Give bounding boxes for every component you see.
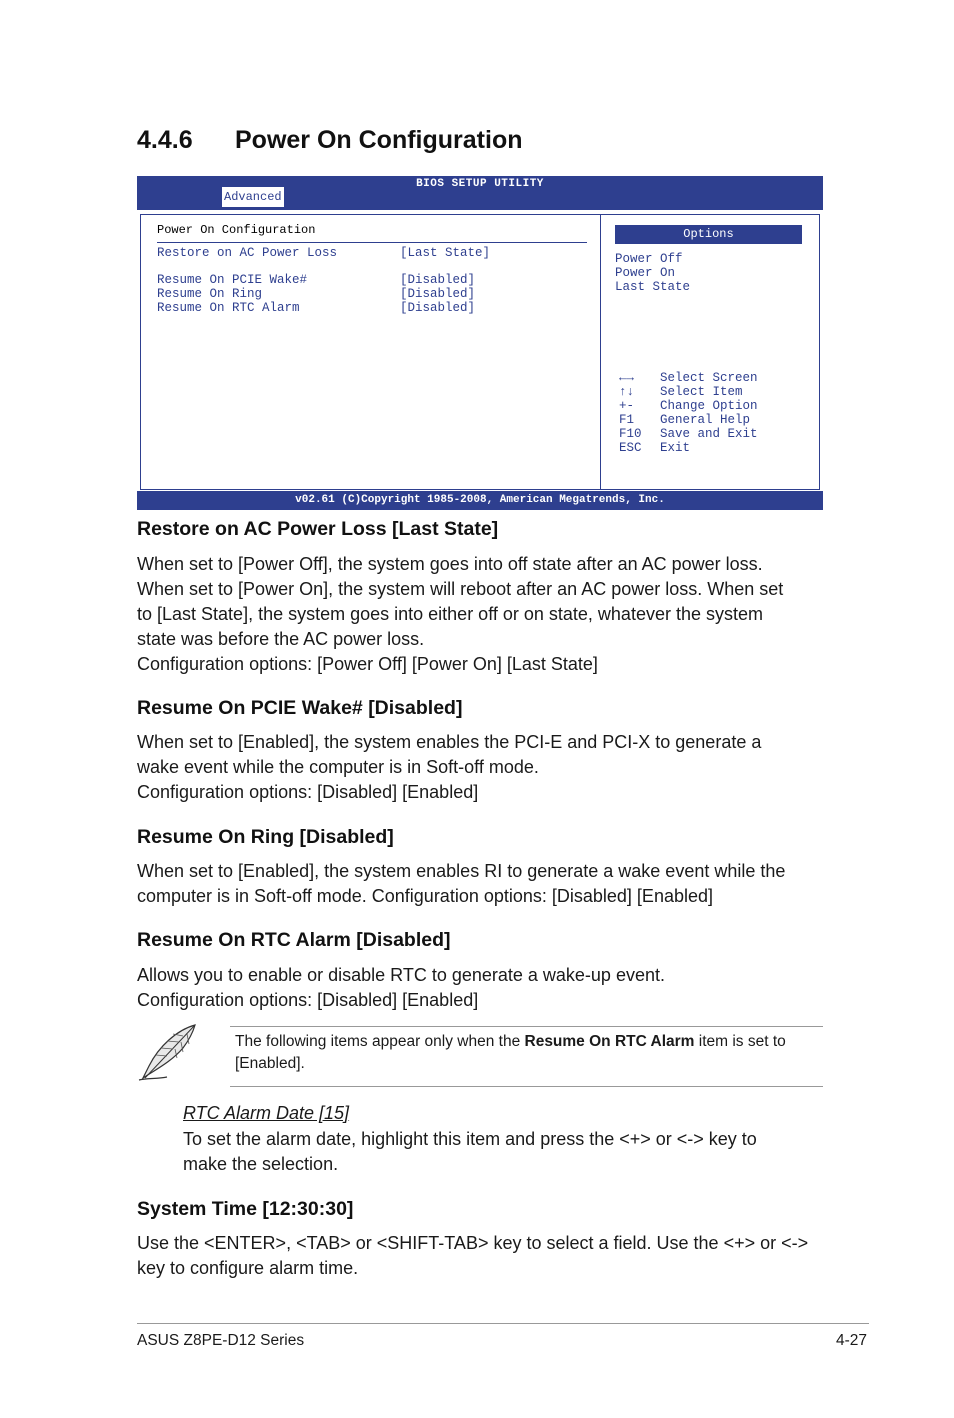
bios-item-restore-ac-power-loss[interactable] <box>157 246 587 260</box>
bios-copyright: v02.61 (C)Copyright 1985-2008, American Megatrends, Inc. <box>137 491 823 510</box>
text-line: To set the alarm date, highlight this item and press the <+> or <-> key to <box>183 1129 757 1149</box>
footer-page-number: 4-27 <box>835 1332 867 1349</box>
note-top-rule <box>230 1026 823 1027</box>
note-bottom-rule <box>230 1086 823 1087</box>
key-legend-key: ESC <box>619 441 642 455</box>
text-line: When set to [Enabled], the system enables RI to generate a wake event while the <box>137 861 786 881</box>
bios-options-heading: Options <box>615 225 802 244</box>
text-line: When set to [Power Off], the system goes into off state after an AC power loss. <box>137 554 763 574</box>
key-legend-desc: General Help <box>660 413 751 427</box>
bios-screen <box>137 176 823 510</box>
key-legend-desc: Select Screen <box>660 371 758 385</box>
paragraph-resume-ring <box>137 859 827 909</box>
bios-item-label: Resume On Ring <box>157 287 263 301</box>
heading-restore-ac-power-loss: Restore on AC Power Loss [Last State] <box>137 518 499 540</box>
bios-item-resume-rtc-alarm[interactable] <box>157 301 587 315</box>
note-prefix: The following items appear only when the <box>235 1033 525 1050</box>
key-legend-key: +- <box>619 399 635 413</box>
text-line: to [Last State], the system goes into either off or on state, whatever the system <box>137 604 763 624</box>
text-line: Configuration options: [Power Off] [Power On] [Last State] <box>137 654 598 674</box>
key-legend-row <box>619 399 805 413</box>
key-legend-row <box>619 413 805 427</box>
note-bold: Resume On RTC Alarm <box>524 1033 695 1050</box>
bios-heading-rule <box>157 242 587 243</box>
note-suffix: item is set to [Enabled]. <box>235 1033 786 1072</box>
bios-key-legend <box>619 371 805 455</box>
feather-pen-icon <box>137 1022 199 1084</box>
key-legend-desc: Change Option <box>660 399 758 413</box>
tab-advanced[interactable]: Advanced <box>222 187 284 207</box>
footer-product: ASUS Z8PE-D12 Series <box>137 1332 305 1349</box>
key-legend-row <box>619 427 805 441</box>
text-line: Configuration options: [Disabled] [Enabled] <box>137 782 479 802</box>
text-line: When set to [Power On], the system will reboot after an AC power loss. When set <box>137 579 784 599</box>
bios-header-bar <box>137 176 823 210</box>
bios-item-resume-ring[interactable] <box>157 287 587 301</box>
rtc-alarm-date-title: RTC Alarm Date [15] <box>183 1103 350 1123</box>
bios-item-value: [Disabled] <box>400 287 476 301</box>
section-title <box>137 126 523 155</box>
heading-resume-ring: Resume On Ring [Disabled] <box>137 826 394 848</box>
footer-rule <box>137 1323 869 1324</box>
arrow-up-down-icon: ↑↓ <box>619 385 635 399</box>
bios-item-label: Restore on AC Power Loss <box>157 246 338 260</box>
text-line: Use the <ENTER>, <TAB> or <SHIFT-TAB> key to select a field. Use the <+> or <-> <box>137 1233 809 1253</box>
bios-item-value: [Disabled] <box>400 301 476 315</box>
heading-resume-pcie-wake: Resume On PCIE Wake# [Disabled] <box>137 697 463 719</box>
bios-settings-panel <box>157 223 587 315</box>
arrow-left-right-icon: ←→ <box>619 371 635 385</box>
section-title-text: Power On Configuration <box>235 126 523 154</box>
text-line: wake event while the computer is in Soft-off mode. <box>137 757 539 777</box>
text-line: key to configure alarm time. <box>137 1258 359 1278</box>
heading-resume-rtc-alarm: Resume On RTC Alarm [Disabled] <box>137 929 451 951</box>
paragraph-resume-rtc-alarm <box>137 963 827 1013</box>
key-legend-row <box>619 371 805 385</box>
text-line: Configuration options: [Disabled] [Enabled] <box>137 990 479 1010</box>
section-number: 4.4.6 <box>137 126 193 154</box>
text-line: Allows you to enable or disable RTC to generate a wake-up event. <box>137 965 665 985</box>
bios-options-list <box>615 252 805 294</box>
bios-item-label: Resume On PCIE Wake# <box>157 273 308 287</box>
key-legend-row <box>619 385 805 399</box>
paragraph-restore-ac-power-loss <box>137 552 827 677</box>
bios-divider <box>600 215 601 489</box>
note-text <box>235 1031 820 1075</box>
bios-option[interactable]: Power On <box>615 266 676 280</box>
text-line: state was before the AC power loss. <box>137 629 425 649</box>
bios-frame <box>140 214 820 490</box>
key-legend-key: F1 <box>619 413 635 427</box>
bios-option[interactable]: Power Off <box>615 252 683 266</box>
rtc-alarm-date-text <box>183 1127 823 1177</box>
paragraph-resume-pcie-wake <box>137 730 827 805</box>
bios-panel-heading: Power On Configuration <box>157 223 316 237</box>
bios-item-label: Resume On RTC Alarm <box>157 301 300 315</box>
heading-system-time: System Time [12:30:30] <box>137 1198 354 1220</box>
text-line: computer is in Soft-off mode. Configuration options: [Disabled] [Enabled] <box>137 886 713 906</box>
bios-item-value: [Disabled] <box>400 273 476 287</box>
key-legend-desc: Save and Exit <box>660 427 758 441</box>
key-legend-key: F10 <box>619 427 642 441</box>
bios-item-resume-pcie-wake[interactable] <box>157 273 587 287</box>
text-line: When set to [Enabled], the system enables the PCI-E and PCI-X to generate a <box>137 732 762 752</box>
key-legend-desc: Exit <box>660 441 691 455</box>
key-legend-row <box>619 441 805 455</box>
bios-option[interactable]: Last State <box>615 280 691 294</box>
paragraph-system-time <box>137 1231 827 1281</box>
text-line: make the selection. <box>183 1154 339 1174</box>
bios-item-value: [Last State] <box>400 246 491 260</box>
key-legend-desc: Select Item <box>660 385 743 399</box>
bios-help-panel <box>615 225 805 455</box>
bios-title: BIOS SETUP UTILITY <box>416 178 544 190</box>
